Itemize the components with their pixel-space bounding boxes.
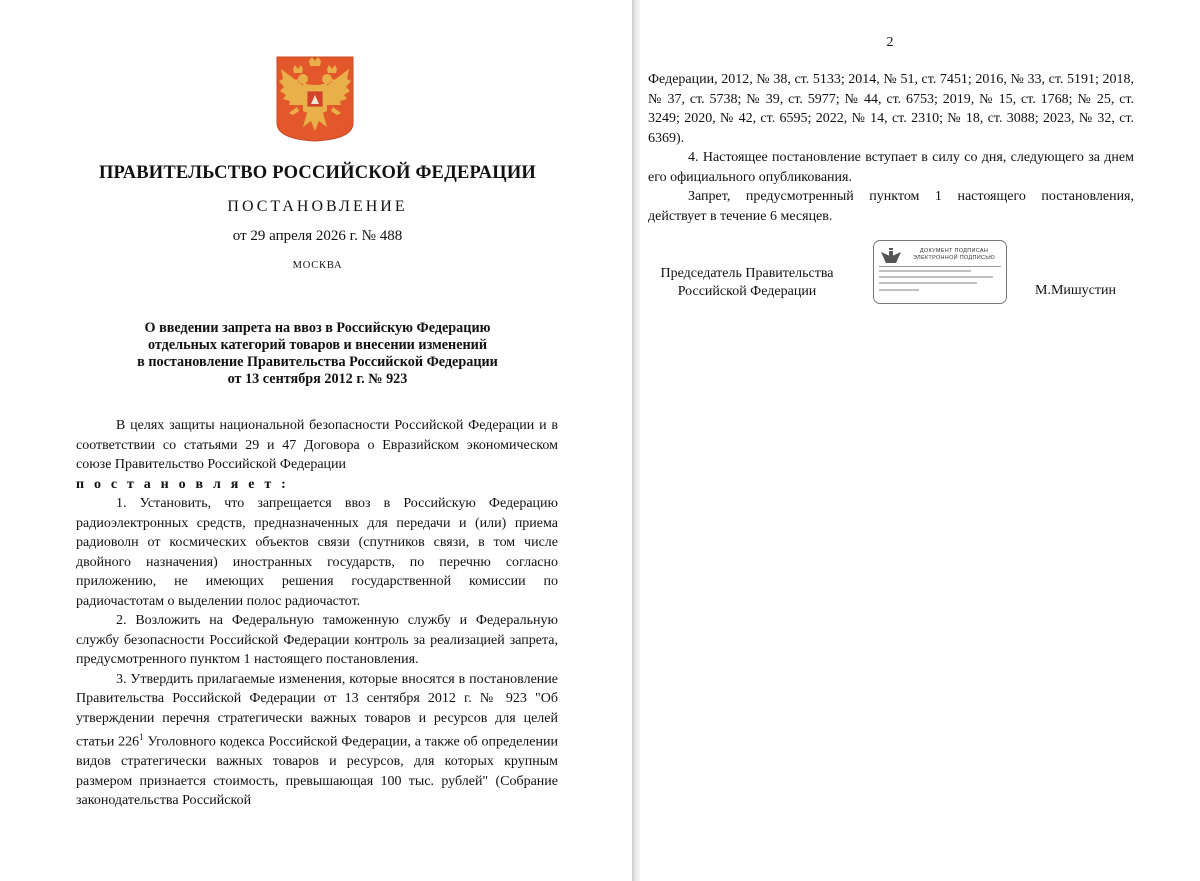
heading-line: О введении запрета на ввоз в Российскую Федерацию: [144, 320, 491, 336]
stamp-line: [879, 289, 919, 291]
electronic-signature-stamp: [873, 240, 1007, 304]
document-type: ПОСТАНОВЛЕНИЕ: [227, 198, 408, 215]
article-superscript: 1: [139, 732, 144, 742]
item-3-text-start: 3. Утвердить прилагаемые изменения, которые вносятся в постановление Правительства Российской Федерации от 13 сентября 2012 г. № 923 "Об утверждении перечня стратегически важных товаров и ресурсов для целей статьи 226: [76, 671, 558, 750]
stamp-title-line: ЭЛЕКТРОННОЙ ПОДПИСЬЮ: [912, 254, 996, 261]
stamp-line: [879, 282, 977, 284]
document-date-number: от 29 апреля 2026 г. № 488: [232, 228, 403, 244]
page-number: 2: [886, 35, 894, 50]
government-title: ПРАВИТЕЛЬСТВО РОССИЙСКОЙ ФЕДЕРАЦИИ: [98, 163, 537, 183]
item-2-paragraph: 2. Возложить на Федеральную таможенную службу и Федеральную службу безопасности Российской Федерации контроль за реализацией запрета, предусмотренного пунктом 1 настоящего постановления.: [76, 613, 558, 667]
document-city: МОСКВА: [292, 260, 343, 271]
item-3-paragraph: [76, 670, 558, 811]
stamp-line: [879, 276, 993, 278]
document-body-page-2: [648, 70, 1134, 226]
continuation-paragraph: Федерации, 2012, № 38, ст. 5133; 2014, № 51, ст. 7451; 2016, № 33, ст. 5191; 2018, № 37, ст. 5738; № 39, ст. 5977; № 44, ст. 6753; 2019, № 15, ст. 1768; № 25, ст. 3249; 2020, № 42, ст. 6595; 2022, № 14, ст. 2310; № 18, ст. 3088; 2023, № 32, ст. 6369).: [648, 72, 1134, 146]
stamp-emblem-icon: [880, 248, 902, 264]
stamp-title: [906, 248, 1002, 261]
item-4-paragraph: 4. Настоящее постановление вступает в силу со дня, следующего за днем его официального опубликования.: [648, 150, 1134, 185]
signatory-name: М.Мишустин: [1035, 283, 1116, 298]
stamp-certificate-details: [879, 270, 1001, 295]
ban-duration-paragraph: Запрет, предусмотренный пунктом 1 настоящего постановления, действует в течение 6 месяцев.: [648, 189, 1134, 224]
document-page-2: [640, 0, 1200, 881]
heading-line: от 13 сентября 2012 г. № 923: [227, 371, 408, 387]
heading-line: в постановление Правительства Российской Федерации: [137, 354, 498, 370]
signatory-title-line: Российской Федерации: [677, 284, 817, 299]
document-heading: [60, 320, 575, 388]
decree-word: п о с т а н о в л я е т :: [76, 476, 289, 492]
item-3-text-end: Уголовного кодекса Российской Федерации, а также об определении видов стратегически важных товаров и ресурсов, для которых крупным размером признается стоимость, превышающая 100 тыс. рублей" (Собрание законодательства Российской: [76, 734, 558, 809]
stamp-divider: [879, 266, 1001, 267]
stamp-title-line: ДОКУМЕНТ ПОДПИСАН: [919, 248, 989, 254]
coat-of-arms-icon: [275, 55, 355, 143]
signatory-title-line: Председатель Правительства: [660, 266, 834, 281]
heading-line: отдельных категорий товаров и внесении изменений: [147, 337, 488, 353]
document-body-page-1: [76, 416, 558, 811]
preamble-paragraph: В целях защиты национальной безопасности Российской Федерации и в соответствии со статьями 29 и 47 Договора о Евразийском экономическом союзе Правительство Российской Федерации: [76, 418, 558, 472]
item-1-paragraph: 1. Установить, что запрещается ввоз в Российскую Федерацию радиоэлектронных средств, предназначенных для передачи и (или) приема радиоволн от космических объектов связи (спутников связи, в том числе двойного назначения) иностранных государств, по перечню согласно приложению, не имеющих решения государственной комиссии по радиочастотам о выделении полос радиочастот.: [76, 496, 558, 609]
stamp-line: [879, 270, 971, 272]
signatory-title: [648, 265, 846, 301]
page-gutter: [632, 0, 640, 881]
